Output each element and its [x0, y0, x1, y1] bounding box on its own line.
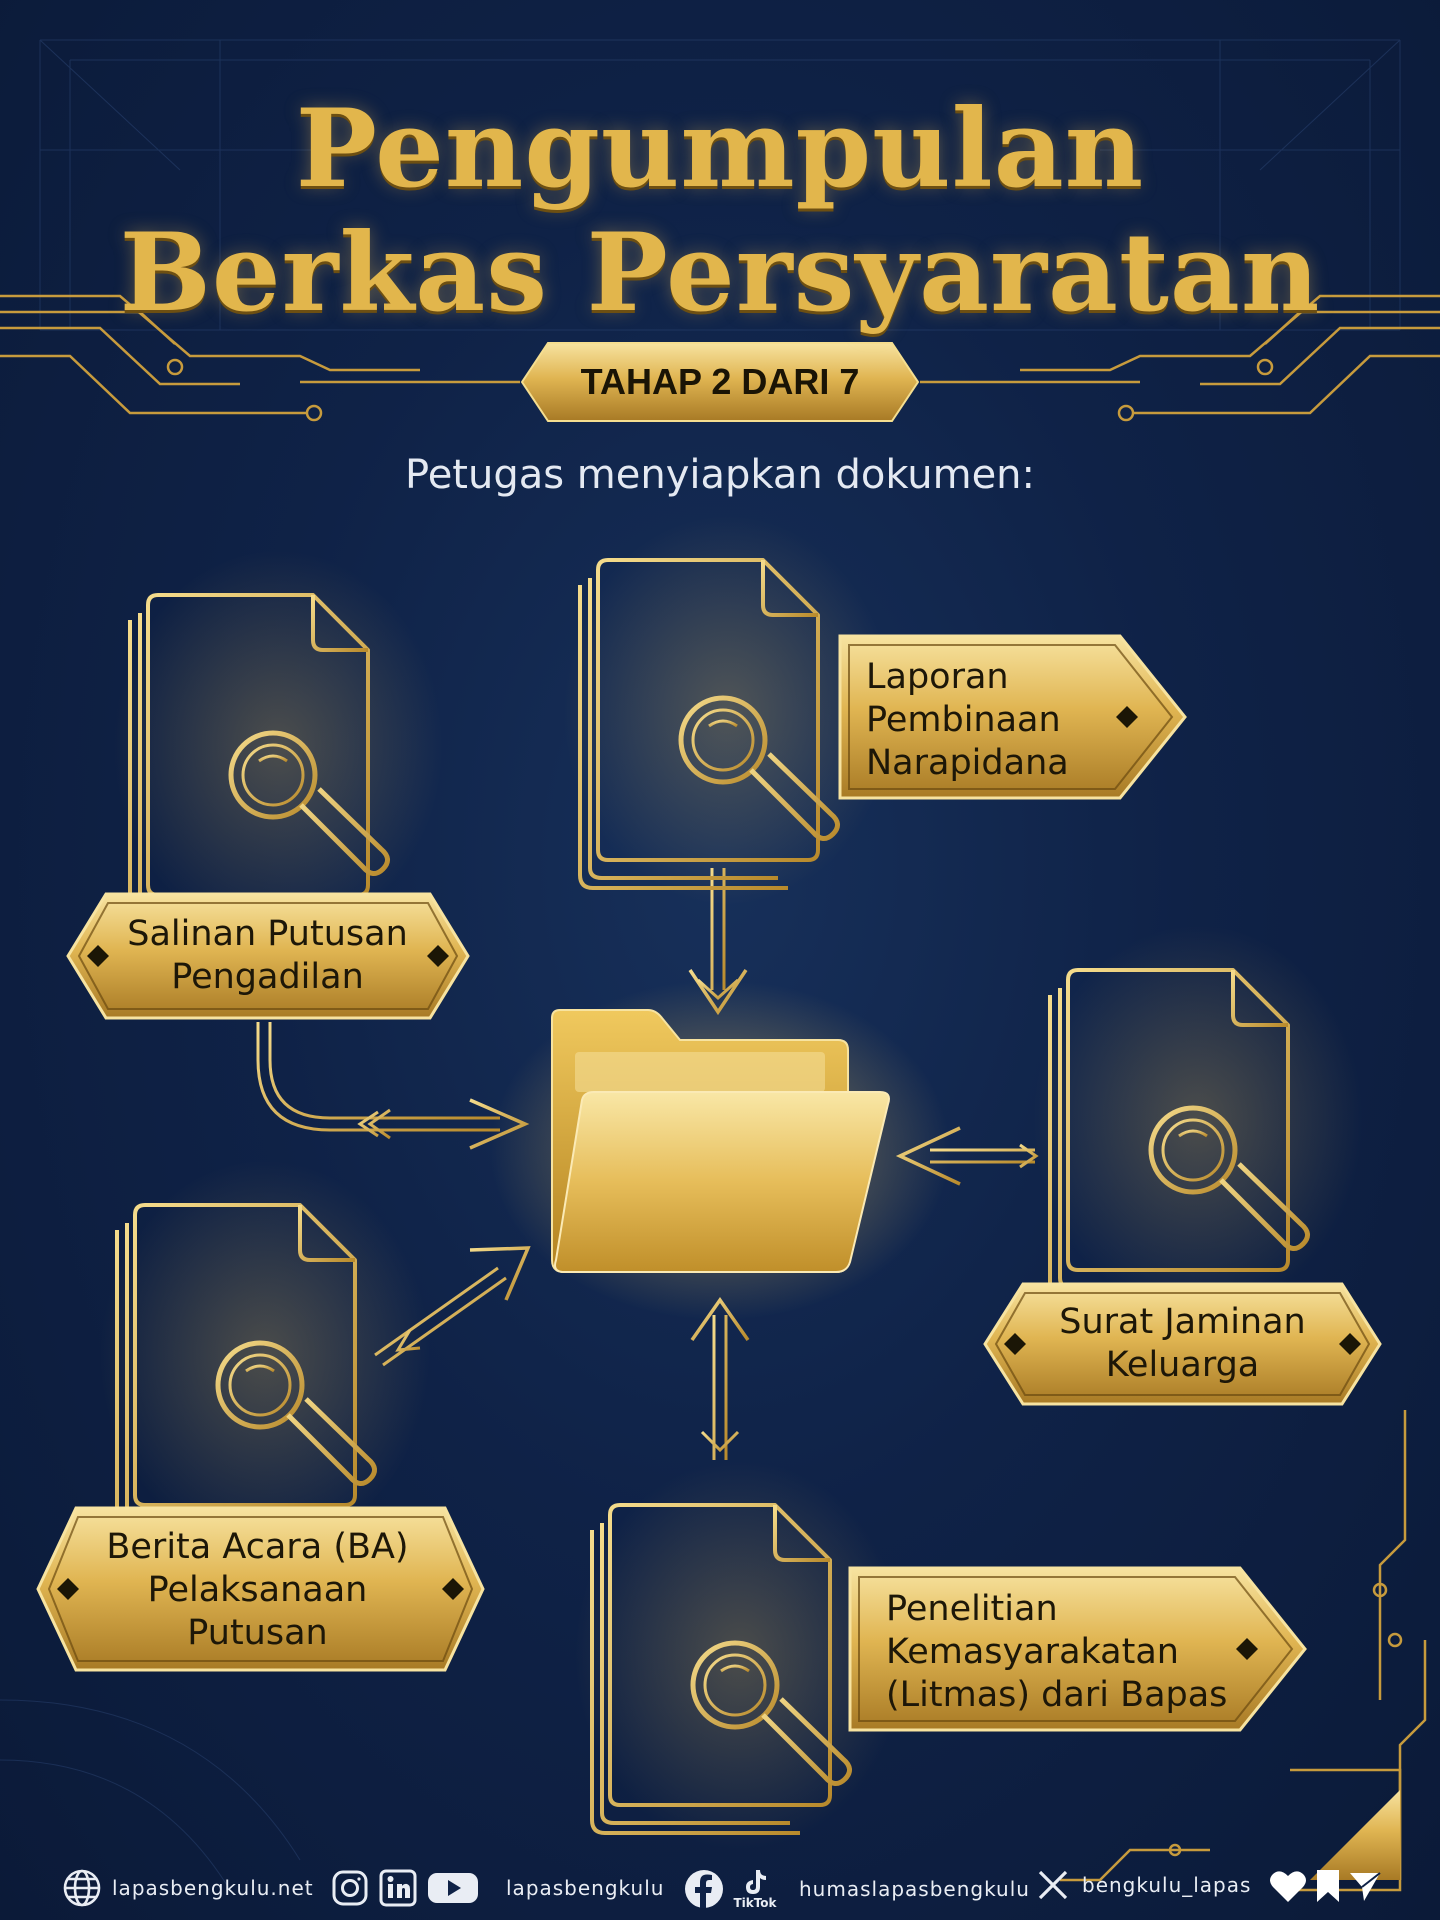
footer-website-text: lapasbengkulu.net [112, 1876, 314, 1900]
footer-handle-2: humaslapasbengkulu [799, 1877, 1030, 1901]
footer-actions [1268, 1868, 1382, 1904]
footer-social-2[interactable] [683, 1868, 1030, 1910]
youtube-icon[interactable] [426, 1868, 480, 1908]
label-surat-jaminan: Surat Jaminan Keluarga [1059, 1302, 1306, 1385]
label-berita-acara: Berita Acara (BA) Pelaksanaan Putusan [106, 1526, 409, 1653]
send-icon[interactable] [1348, 1869, 1382, 1903]
tiktok-icon[interactable] [733, 1868, 777, 1910]
label-litmas: Penelitian Kemasyarakatan (Litmas) dari Bapas [886, 1588, 1228, 1715]
footer-x-handle: bengkulu_lapas [1082, 1873, 1252, 1897]
label-laporan-pembinaan: Laporan Pembinaan Narapidana [866, 656, 1069, 783]
globe-icon [62, 1868, 102, 1908]
footer-social-1[interactable] [330, 1868, 664, 1908]
title-line-2: Berkas Persyaratan [119, 210, 1321, 336]
subtitle: Petugas menyiapkan dokumen: [405, 452, 1035, 498]
footer-website[interactable] [62, 1868, 314, 1908]
instagram-icon[interactable] [330, 1868, 370, 1908]
tiktok-label: TikTok [733, 1896, 777, 1910]
x-icon[interactable] [1036, 1868, 1070, 1902]
step-badge: TAHAP 2 DARI 7 [580, 361, 860, 402]
facebook-icon[interactable] [683, 1868, 725, 1910]
linkedin-icon[interactable] [378, 1868, 418, 1908]
bookmark-icon[interactable] [1314, 1868, 1342, 1904]
heart-icon[interactable] [1268, 1868, 1308, 1904]
label-salinan-putusan: Salinan Putusan Pengadilan [127, 914, 408, 997]
title-line-1: Pengumpulan [295, 86, 1145, 212]
footer-x[interactable] [1036, 1868, 1251, 1902]
footer-handle-1: lapasbengkulu [506, 1876, 665, 1900]
